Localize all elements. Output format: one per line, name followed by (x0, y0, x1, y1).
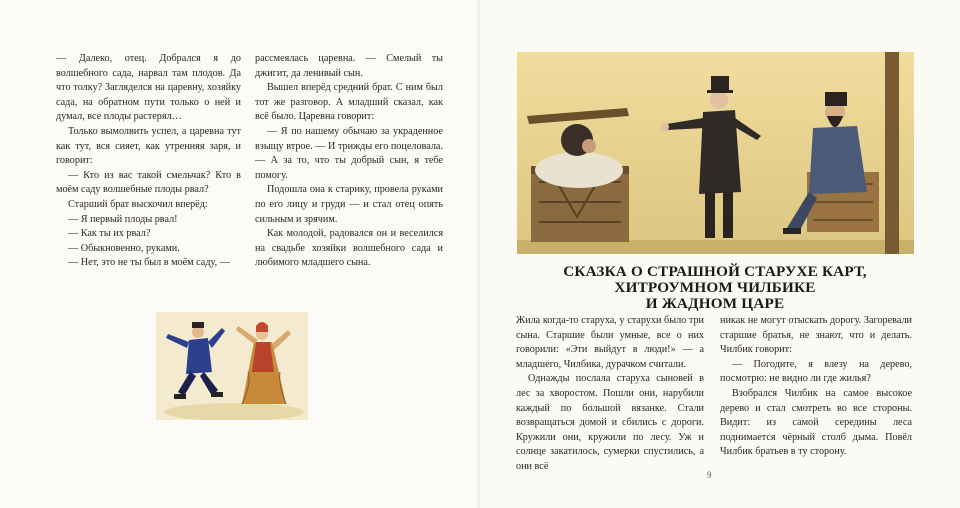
paragraph: — Я по нашему обычаю за украденное взыщу втрое. — И трижды его поцеловала. — А за то, что ты добрый сын, я тебе помогу. (255, 125, 443, 181)
paragraph: — Нет, это не ты был в моём саду, — (68, 257, 230, 269)
paragraph: Взобрался Чилбик на самое высокое дерево и стал смотреть во все стороны. Видит: из самой середины леса поднимается чёрный столб дыма. Повёл Чилбик братьев в ту сторону. (720, 387, 912, 458)
paragraph: — Обыкновенно, руками. (68, 242, 180, 254)
left-column-1 (56, 52, 241, 271)
paragraph: — Далеко, отец. Добрался я до волшебного сада, нарвал там плодов. Да что толку? Загляделся на царевну, хозяйку сада, на обратном пути только о ней и думал, все плоды растерял… (56, 53, 241, 123)
paragraph: — Погодите, я влезу на дерево, посмотрю: не видно ли где жилья? (720, 358, 912, 385)
paragraph: никак не могут отыскать дорогу. Загоревали старшие братья, не знают, что и делать. Чилбик говорит: (720, 315, 912, 356)
scene-drawing (517, 52, 914, 254)
paragraph: — Я первый плоды рвал! (68, 213, 178, 225)
title-line: СКАЗКА О СТРАШНОЙ СТАРУХЕ КАРТ, (563, 263, 867, 280)
paragraph: — Кто из вас такой смельчак? Кто в моём саду волшебные плоды рвал? (56, 169, 241, 196)
page-number: 9 (707, 470, 712, 480)
dancers-illustration (156, 312, 308, 420)
title-line: И ЖАДНОМ ЦАРЕ (645, 295, 785, 312)
paragraph: Старший брат выскочил вперёд: (68, 198, 208, 210)
story-title (516, 264, 914, 312)
paragraph: Вышел вперёд средний брат. С ним был тот же разговор. А младший сказал, как всё было. Царевна говорит: (255, 82, 443, 123)
dancers-drawing (156, 312, 308, 420)
paragraph: Однажды послала старуха сыновей в лес за хворостом. Пошли они, нарубили каждый по большой вязанке. Стали возвращаться домой и сбились с дороги. Кружили они, кружили по лесу. Уж и солнце закатилось, сумерки спустились, а они всё (516, 373, 704, 472)
paragraph: Только вымолвить успел, а царевна тут как тут, вся сияет, как утренняя заря, и говорит: (56, 125, 241, 167)
right-column-2 (720, 314, 912, 460)
paragraph: Как молодой, радовался он и веселился на свадьбе хозяйки волшебного сада и любимого младшего сына. (255, 228, 443, 269)
title-line: ХИТРОУМНОМ ЧИЛБИКЕ (614, 279, 816, 296)
paragraph: Подошла она к старику, провела руками по его лицу и груди — и стал отец опять сильным и зрячим. (255, 184, 443, 225)
right-column-1 (516, 314, 704, 475)
main-illustration (517, 52, 914, 254)
paragraph: рассмеялась царевна. — Смелый ты джигит, да ленивый сын. (255, 53, 443, 79)
paragraph: Жила когда-то старуха, у старухи было три сына. Старшие были умные, все о них говорили: «Эти выйдут в люди!» — а младшего, Чилбика, дурачком считали. (516, 315, 704, 370)
left-column-2 (255, 52, 443, 271)
paragraph: — Как ты их рвал? (68, 228, 151, 240)
